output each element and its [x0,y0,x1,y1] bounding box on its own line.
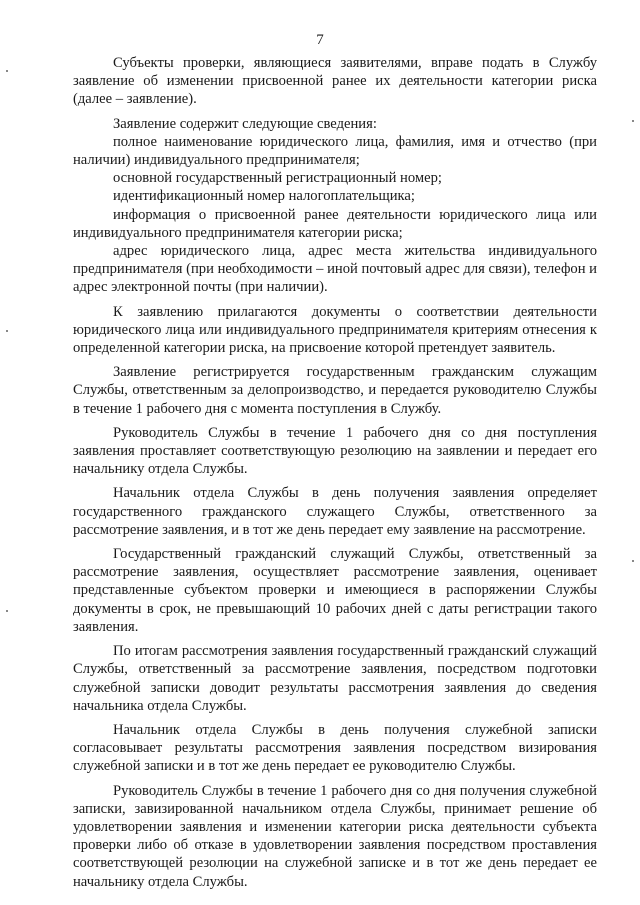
body-paragraph: К заявлению прилагаются документы о соответствии деятельности юридического лица или индивидуального предпринимателя критериям отнесения к определенной категории риска, на присвоение которой претендует заявитель. [73,303,597,357]
contents-heading: Заявление содержит следующие сведения: [113,115,377,132]
body-paragraph: Начальник отдела Службы в день получения служебной записки согласовывает результаты рассмотрения заявления посредством визирования служебной записки и в тот же день передает ее руководителю Службы. [73,721,597,775]
contents-item: идентификационный номер налогоплательщика; [113,188,415,205]
body-paragraph: Руководитель Службы в течение 1 рабочего дня со дня получения служебной записки, завизированной начальником отдела Службы, принимает решение об удовлетворении заявления и изменении категории риска деятельности субъекта проверки либо об отказе в удовлетворении заявления посредством проставления соответствующей резолюции на служебной записке и в тот же день передает ее начальнику отдела Службы. [73,782,597,890]
body-paragraph: Заявление регистрируется государственным гражданским служащим Службы, ответственным за делопроизводство, и передается руководителю Службы в течение 1 рабочего дня с момента поступления в Службу. [73,364,597,417]
body-paragraph: Начальник отдела Службы в день получения заявления определяет государственного гражданского служащего Службы, ответственного за рассмотрение заявления, и в тот же день передает ему заявление на рассмотрение. [73,485,597,538]
scan-mark [6,330,8,332]
body-paragraph: Руководитель Службы в течение 1 рабочего дня со дня поступления заявления проставляет соответствующую резолюцию на заявлении и передает его начальнику отдела Службы. [73,424,597,478]
contents-item: информация о присвоенной ранее деятельности юридического лица или индивидуального предпринимателя категории риска; [73,206,597,241]
intro-paragraph: Субъекты проверки, являющиеся заявителями, вправе подать в Службу заявление об изменении присвоенной ранее их деятельности категории риска (далее – заявление). [73,55,597,108]
scan-mark [632,120,634,122]
document-body [73,54,597,897]
contents-item: адрес юридического лица, адрес места жительства индивидуального предпринимателя (при необходимости – иной почтовый адрес для связи), телефон и адрес электронной почты (при наличии). [73,243,597,296]
page-number: 7 [316,32,324,48]
scan-mark [6,610,8,612]
body-paragraph: Государственный гражданский служащий Службы, ответственный за рассмотрение заявления, осуществляет рассмотрение заявления, оценивает представленные субъектом проверки и имеющиеся в распоряжении Службы документы в срок, не превышающий 10 рабочих дней с даты регистрации такого заявления. [73,546,597,635]
contents-item: основной государственный регистрационный номер; [113,170,442,187]
scan-mark [632,560,634,562]
contents-item: полное наименование юридического лица, фамилия, имя и отчество (при наличии) индивидуального предпринимателя; [73,133,597,169]
scan-mark [6,70,8,72]
body-paragraph: По итогам рассмотрения заявления государственный гражданский служащий Службы, ответственный за рассмотрение заявления, посредством подготовки служебной записки доводит результаты рассмотрения заявления до сведения начальника отдела Службы. [73,643,597,714]
